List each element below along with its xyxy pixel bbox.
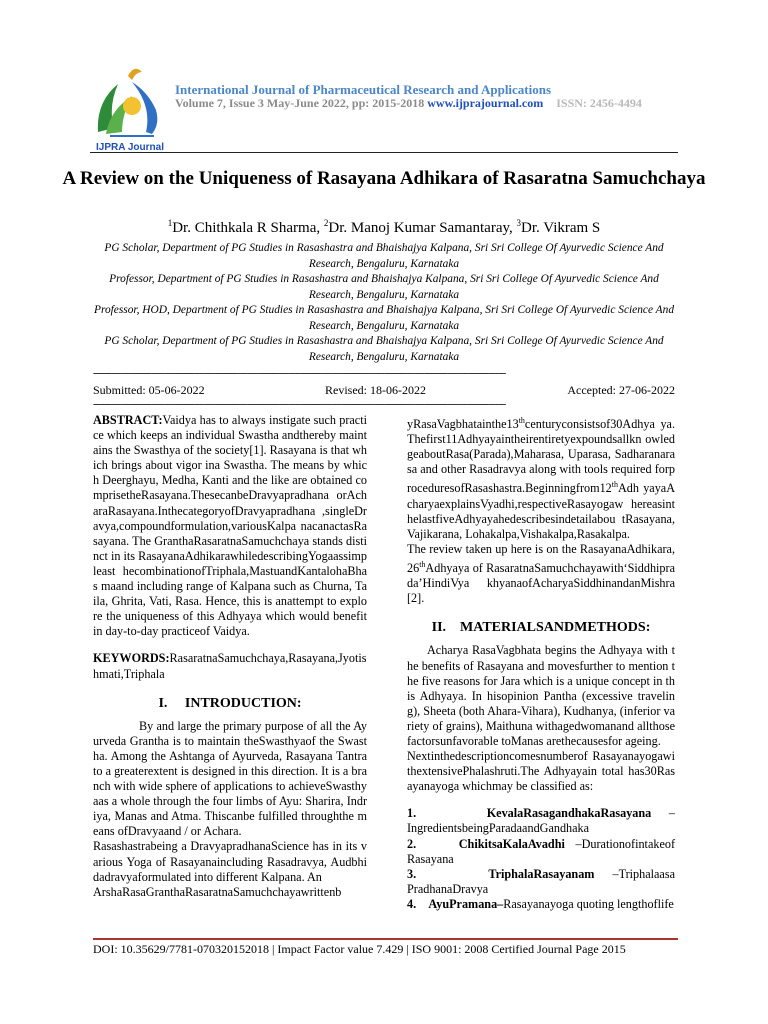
methods-heading: II. MATERIALSANDMETHODS: — [431, 620, 651, 636]
journal-name: International Journal of Pharmaceutical Research and Applications — [175, 82, 552, 97]
p2-text-a: The review taken up here is on the RasayanaAdhikara, 26 — [407, 541, 675, 576]
issn: ISSN: 2456-4494 — [556, 96, 642, 110]
affiliation-3: Professor, HOD, Department of PG Studies in Rasashastra and Bhaishajya Kalpana, Sri Sri College Of Ayurvedic Science And Research, Bengaluru, Karnataka — [93, 304, 675, 332]
journal-logo — [88, 62, 172, 154]
abstract — [93, 413, 367, 639]
header-divider — [90, 152, 678, 153]
intro-paragraph-2: Rasashastrabeing a DravyapradhanaScience has in its various Yoga of Rasayanaincluding Rasadravya, Audbhidadravyaformulated into different Kalpana. An — [93, 839, 367, 884]
list-item: 4. AyuPramana–Rasayanayoga quoting lengthoflife — [407, 896, 674, 911]
intro-paragraph-1: By and large the primary purpose of all the Ayurveda Grantha is to maintain theSwasthyaof the Swastha. Among the Ashtanga of Ayurveda, Rasayana Tantra to a greaterextent is designed in this direction. It is a branch with wide sphere of applications to achieveSwasthyaas a whole through the four limbs of Ayu: Sharira, Indriya, Manas and Atma. Thiscanbe fulfilled throughthe means ofDravyaand / or Achara. — [93, 718, 367, 839]
right-paragraph-2 — [407, 542, 675, 606]
abstract-label: ABSTRACT: — [93, 413, 163, 427]
article-title: A Review on the Uniqueness of Rasayana Adhikara of Rasaratna Samuchchaya — [62, 168, 706, 189]
affiliation-2: Professor, Department of PG Studies in Rasashastra and Bhaishajya Kalpana, Sri Sri College Of Ayurvedic Science And Research, Bengaluru, Karnataka — [109, 273, 659, 301]
p1-sup-2: th — [611, 480, 618, 490]
methods-paragraph-2: Nextinthedescriptioncomesnumberof RasayanayogawithextensivePhalashruti.The Adhyayain total has30Rasayanayoga whichmay be classified as: — [407, 749, 675, 794]
keywords-label: KEYWORDS: — [93, 651, 170, 666]
keywords-text: RasaratnaSamuchchaya,Rasayana,Jyotishmati,Triphala — [93, 651, 367, 681]
right-paragraph-1 — [407, 413, 675, 542]
volume-info: Volume 7, Issue 3 May-June 2022, pp: 2015-2018 — [175, 96, 425, 110]
page-footer: DOI: 10.35629/7781-070320152018 | Impact Factor value 7.429 | ISO 9001: 2008 Certified Journal Page 2015 — [93, 942, 626, 956]
revised-date: Revised: 18-06-2022 — [325, 383, 426, 397]
accepted-date: Accepted: 27-06-2022 — [567, 383, 675, 397]
right-column — [407, 413, 675, 912]
affiliation-1: PG Scholar, Department of PG Studies in Rasashastra and Bhaishajya Kalpana, Sri Sri College Of Ayurvedic Science And Research, Bengaluru, Karnataka — [104, 242, 664, 270]
list-item: 2. ChikitsaKalaAvadhi –Durationofintakeof Rasayana — [407, 836, 676, 866]
list-item: 1. KevalaRasagandhakaRasayana – IngredientsbeingParadaandGandhaka — [407, 806, 676, 836]
introduction-heading: I. INTRODUCTION: — [158, 695, 302, 711]
p2-sup: th — [419, 559, 426, 569]
volume-line — [175, 96, 642, 111]
intro-paragraph-3: ArshaRasaGranthaRasaratnaSamuchchayawrittenb — [93, 884, 342, 899]
left-column — [93, 413, 367, 900]
author-3: Dr. Vikram S — [521, 220, 601, 236]
author-1-number: 1 — [167, 218, 173, 228]
affiliation-4: PG Scholar, Department of PG Studies in Rasashastra and Bhaishajya Kalpana, Sri Sri College Of Ayurvedic Science And Research, Bengaluru, Karnataka — [104, 335, 664, 363]
rasayana-list — [407, 806, 675, 912]
keywords — [93, 651, 367, 681]
p1-text-c: Adh yayaAcharyaexplainsVyadhi,respectiveRasayogaw hereasinthelastfiveAdhyayahedescribesindetailabou tRasayana,Vajikarana, Lohakalpa,Vishakalpa,Rasakalpa. — [407, 481, 675, 541]
author-2: Dr. Manoj Kumar Samantaray, — [328, 220, 517, 236]
p1-sup: th — [518, 416, 525, 425]
journal-url[interactable]: www.ijprajournal.com — [427, 96, 544, 110]
list-item: 3. TriphalaRasayanam –Triphalaasa PradhanaDravya — [407, 866, 675, 896]
abstract-text: Vaidya has to always instigate such practice which keeps an individual Swastha andthereby maintains the Swasthya of the society[1]. Rasayana is that which brings about vigor ina Swastha. The means by which Deerghayu, Medha, Kanti and the like are obtained comprisetheRasayana.ThesecanbeDravyapradhana orAcharaRasayana.InthecategoryofDravyapradhana ,singleDravya,compoundformulation,variousKalpa nacanactasRasayana. The GranthaRasaratnaSamuchchaya stands distinct in its RasayanaAdhikarawhiledescribingYogaassimpleast hecombinationofTriphala,MastuandKantalohaBhas maand including range of Kalpana such as Churna, Taila, Ghrita, Vati, Rasa. Hence, this is anattempt to explore the uniqueness of this Adhyaya which would benefit in day-to-day practiceof Vaidya. — [93, 413, 367, 639]
author-line — [60, 218, 708, 237]
p1-text-b: centuryconsistsof30Adhya ya.Thefirst11Adhyayaintheirentiretyexpoundsallkn owledgeaboutRasa(Parada),Maharasa, Uparasa, Sadharanarasa and other Rasadravya along with tools required forproceduresofRasashastra.Beginningfrom12 — [407, 417, 675, 496]
methods-paragraph-1: Acharya RasaVagbhata begins the Adhyaya with the benefits of Rasayana and movesfurther to mention the five reasons for Jara which is a unique concept in this Adhyaya. In hisopinion Pantha (excessive traveling), Sheeta (both Ahara-Vihara), Kudhanya, (inferior variety of grains), Maithuna withagedwomanand allthose factorsunfavorable toManas arethecausesfor ageing. — [407, 643, 675, 748]
author-1: Dr. Chithkala R Sharma, — [172, 220, 324, 236]
dashed-divider-top: ------------------------------------------------------------------------------------------------------------------------------------------------------------------- — [93, 369, 506, 379]
p2-text-b: Adhyaya of RasaratnaSamuchchayawith‘Siddhiprada’HindiVya khyanaofAcharyaSiddhinandanMishra[2]. — [407, 561, 675, 606]
author-2-number: 2 — [323, 218, 329, 228]
author-3-number: 3 — [516, 218, 522, 228]
logo-text: IJPRA Journal — [96, 142, 164, 153]
submitted-date: Submitted: 05-06-2022 — [93, 383, 205, 397]
affiliations — [90, 241, 678, 365]
p1-text-a: yRasaVagbhatainthe13 — [407, 417, 519, 432]
dashed-divider-bottom: ------------------------------------------------------------------------------------------------------------------------------------------------------------------- — [93, 400, 506, 410]
footer-divider — [93, 938, 678, 940]
